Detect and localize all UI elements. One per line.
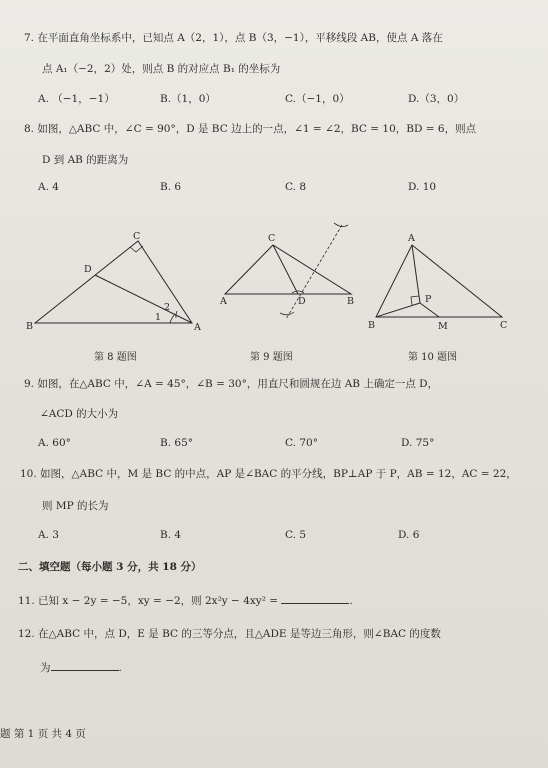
arc-mark bbox=[334, 223, 348, 227]
label-c: C bbox=[500, 320, 508, 331]
q10-line1: 10. 如图，△ABC 中，M 是 BC 的中点，AP 是∠BAC 的平分线，BP⊥AP 于 P，AB = 12，AC = 22， bbox=[20, 468, 517, 480]
label-d: D bbox=[84, 264, 92, 275]
figure-10-caption: 第 10 题图 bbox=[408, 352, 458, 363]
label-a: A bbox=[220, 296, 227, 307]
label-m: M bbox=[438, 321, 448, 332]
figure-8 bbox=[20, 225, 210, 340]
label-a: A bbox=[408, 233, 415, 244]
segment-ad bbox=[95, 275, 192, 323]
figure-8-caption: 第 8 题图 bbox=[94, 352, 137, 363]
q10-option-d: D. 6 bbox=[398, 529, 420, 541]
q9-option-a: A. 60° bbox=[38, 437, 71, 449]
q8-option-d: D. 10 bbox=[408, 181, 437, 193]
q10-line2: 则 MP 的长为 bbox=[42, 500, 109, 512]
q9-option-c: C. 70° bbox=[285, 437, 318, 449]
q12-line1: 12. 在△ABC 中，点 D，E 是 BC 的三等分点，且△ADE 是等边三角形，则∠BAC 的度数 bbox=[18, 628, 441, 640]
q7-line1: 7. 在平面直角坐标系中，已知点 A（2，1），点 B（3，−1），平移线段 AB，使点 A 落在 bbox=[24, 32, 443, 44]
label-c: C bbox=[133, 231, 141, 242]
q12-line2 bbox=[40, 659, 122, 675]
q11-answer-blank[interactable] bbox=[281, 592, 349, 604]
figure-9 bbox=[218, 215, 363, 330]
q11-end: . bbox=[349, 595, 353, 607]
q10-option-a: A. 3 bbox=[38, 529, 59, 541]
triangle-abc bbox=[225, 245, 351, 294]
label-angle-1: 1 bbox=[155, 312, 162, 323]
label-b: B bbox=[26, 321, 33, 332]
q8-line1: 8. 如图，△ABC 中，∠C = 90°，D 是 BC 边上的一点，∠1 = ∠2，BC = 10，BD = 6，则点 bbox=[24, 123, 477, 135]
q9-line2: ∠ACD 的大小为 bbox=[40, 408, 119, 420]
angle-mark bbox=[170, 314, 175, 323]
q8-option-b: B. 6 bbox=[160, 181, 182, 193]
label-angle-2: 2 bbox=[164, 302, 171, 313]
label-b: B bbox=[368, 320, 375, 331]
segment-pm bbox=[420, 303, 439, 317]
q10-option-b: B. 4 bbox=[160, 529, 182, 541]
q8-option-a: A. 4 bbox=[38, 181, 59, 193]
q12-prefix: 为 bbox=[40, 662, 51, 674]
label-c: C bbox=[268, 233, 276, 244]
arc-mark bbox=[280, 312, 294, 315]
q11-text: 11. 已知 x − 2y = −5，xy = −2，则 2x²y − 4xy² = bbox=[18, 595, 279, 607]
figure-9-caption: 第 9 题图 bbox=[250, 352, 293, 363]
figure-10 bbox=[364, 225, 524, 335]
q8-option-c: C. 8 bbox=[285, 181, 307, 193]
q9-line1: 9. 如图，在△ABC 中，∠A = 45°，∠B = 30°，用直尺和圆规在边 AB 上确定一点 D， bbox=[24, 378, 439, 390]
label-b: B bbox=[347, 296, 354, 307]
q11-line bbox=[18, 592, 353, 608]
section-title: 二、填空题（每小题 3 分，共 18 分） bbox=[18, 561, 202, 573]
q7-option-a: A. （−1，−1） bbox=[38, 93, 115, 105]
q7-option-d: D.（3，0） bbox=[408, 93, 465, 105]
angle-mark bbox=[176, 311, 177, 318]
q12-end: . bbox=[118, 662, 122, 674]
q7-option-b: B.（1，0） bbox=[160, 93, 216, 105]
label-a: A bbox=[194, 322, 201, 333]
q7-option-c: C.（−1，0） bbox=[285, 93, 350, 105]
page-footer: 题 第 1 页 共 4 页 bbox=[0, 728, 86, 740]
perpendicular-bisector bbox=[286, 225, 342, 319]
label-d: D bbox=[298, 296, 306, 307]
q9-option-d: D. 75° bbox=[401, 437, 435, 449]
label-p: P bbox=[425, 294, 432, 305]
q10-option-c: C. 5 bbox=[285, 529, 307, 541]
q8-line2: D 到 AB 的距离为 bbox=[42, 154, 129, 166]
right-angle-mark bbox=[130, 246, 143, 252]
segment-ap bbox=[412, 245, 420, 303]
q9-option-b: B. 65° bbox=[160, 437, 194, 449]
q7-line2: 点 A₁（−2，2）处，则点 B 的对应点 B₁ 的坐标为 bbox=[42, 63, 281, 75]
segment-pb bbox=[376, 303, 420, 317]
triangle-abc bbox=[376, 245, 502, 317]
q12-answer-blank[interactable] bbox=[51, 659, 119, 671]
